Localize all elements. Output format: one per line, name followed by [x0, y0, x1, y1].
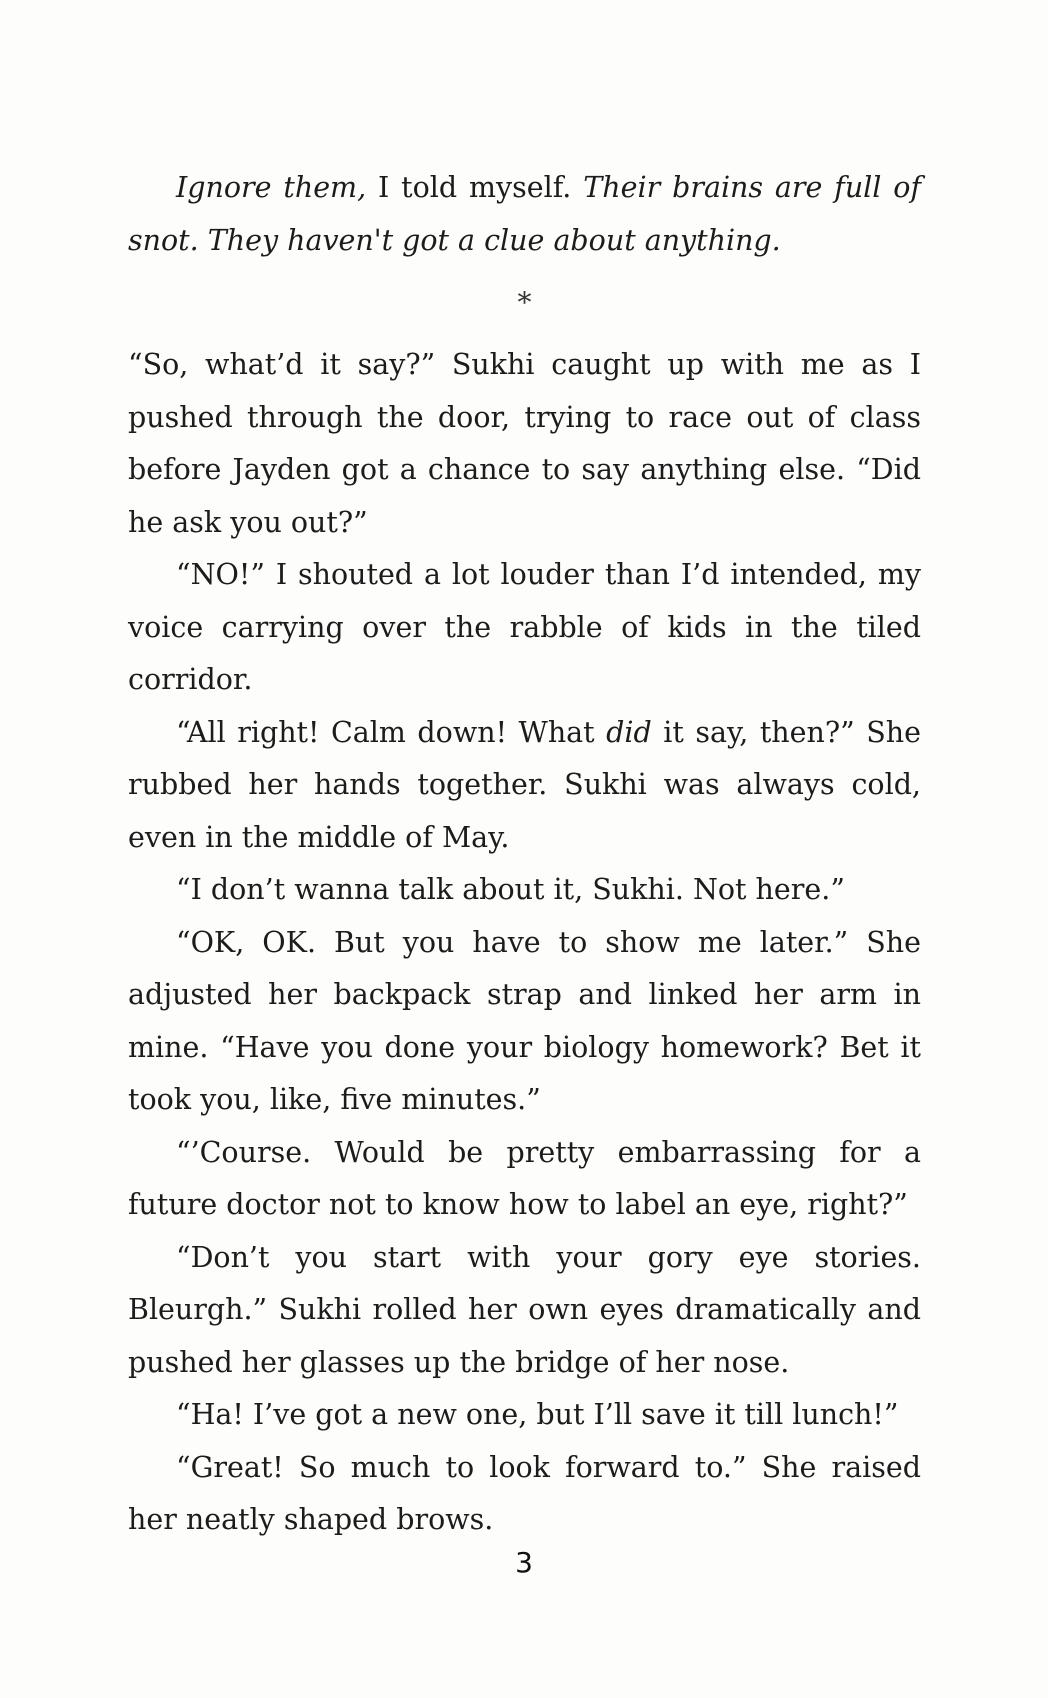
paragraph-3-after: it say, then?” She rubbed her hands together. Sukhi was always cold, even in the middle of May.	[128, 715, 921, 854]
narration-text: I told myself.	[366, 171, 584, 204]
paragraph-5: “OK, OK. But you have to show me later.” She adjusted her backpack strap and linked her arm in mine. “Have you done your biology homework? Bet it took you, like, five minutes.”	[128, 925, 921, 1116]
paragraph-6: “’Course. Would be pretty embarrassing for a future doctor not to know how to label an eye, right?”	[128, 1135, 921, 1221]
paragraph-3-italic: did	[606, 715, 652, 749]
paragraph-9: “Great! So much to look forward to.” She raised her neatly shaped brows.	[128, 1450, 921, 1536]
paragraph-3	[128, 707, 921, 865]
body-text	[128, 162, 921, 1547]
paragraph-3-before: “All right! Calm down! What	[176, 715, 607, 749]
italic-thought-2: Their brains are full of snot. They haven't got a clue about anything.	[128, 171, 922, 257]
paragraph-7: “Don’t you start with your gory eye stories. Bleurgh.” Sukhi rolled her own eyes dramatically and pushed her glasses up the bridge of her nose.	[128, 1240, 921, 1379]
paragraph-8: “Ha! I’ve got a new one, but I’ll save it till lunch!”	[176, 1398, 899, 1431]
italic-thought-1: Ignore them,	[176, 171, 367, 204]
opening-paragraph	[128, 162, 921, 267]
paragraph-1: “So, what’d it say?” Sukhi caught up with me as I pushed through the door, trying to race out of class before Jayden got a chance to say anything else. “Did he ask you out?”	[128, 348, 921, 539]
paragraph-4: “I don’t wanna talk about it, Sukhi. Not here.”	[176, 873, 845, 906]
paragraph-2: “NO!” I shouted a lot louder than I’d intended, my voice carrying over the rabble of kids in the tiled corridor.	[128, 558, 921, 696]
page-number: 3	[515, 1546, 533, 1579]
section-break: *	[517, 286, 532, 319]
